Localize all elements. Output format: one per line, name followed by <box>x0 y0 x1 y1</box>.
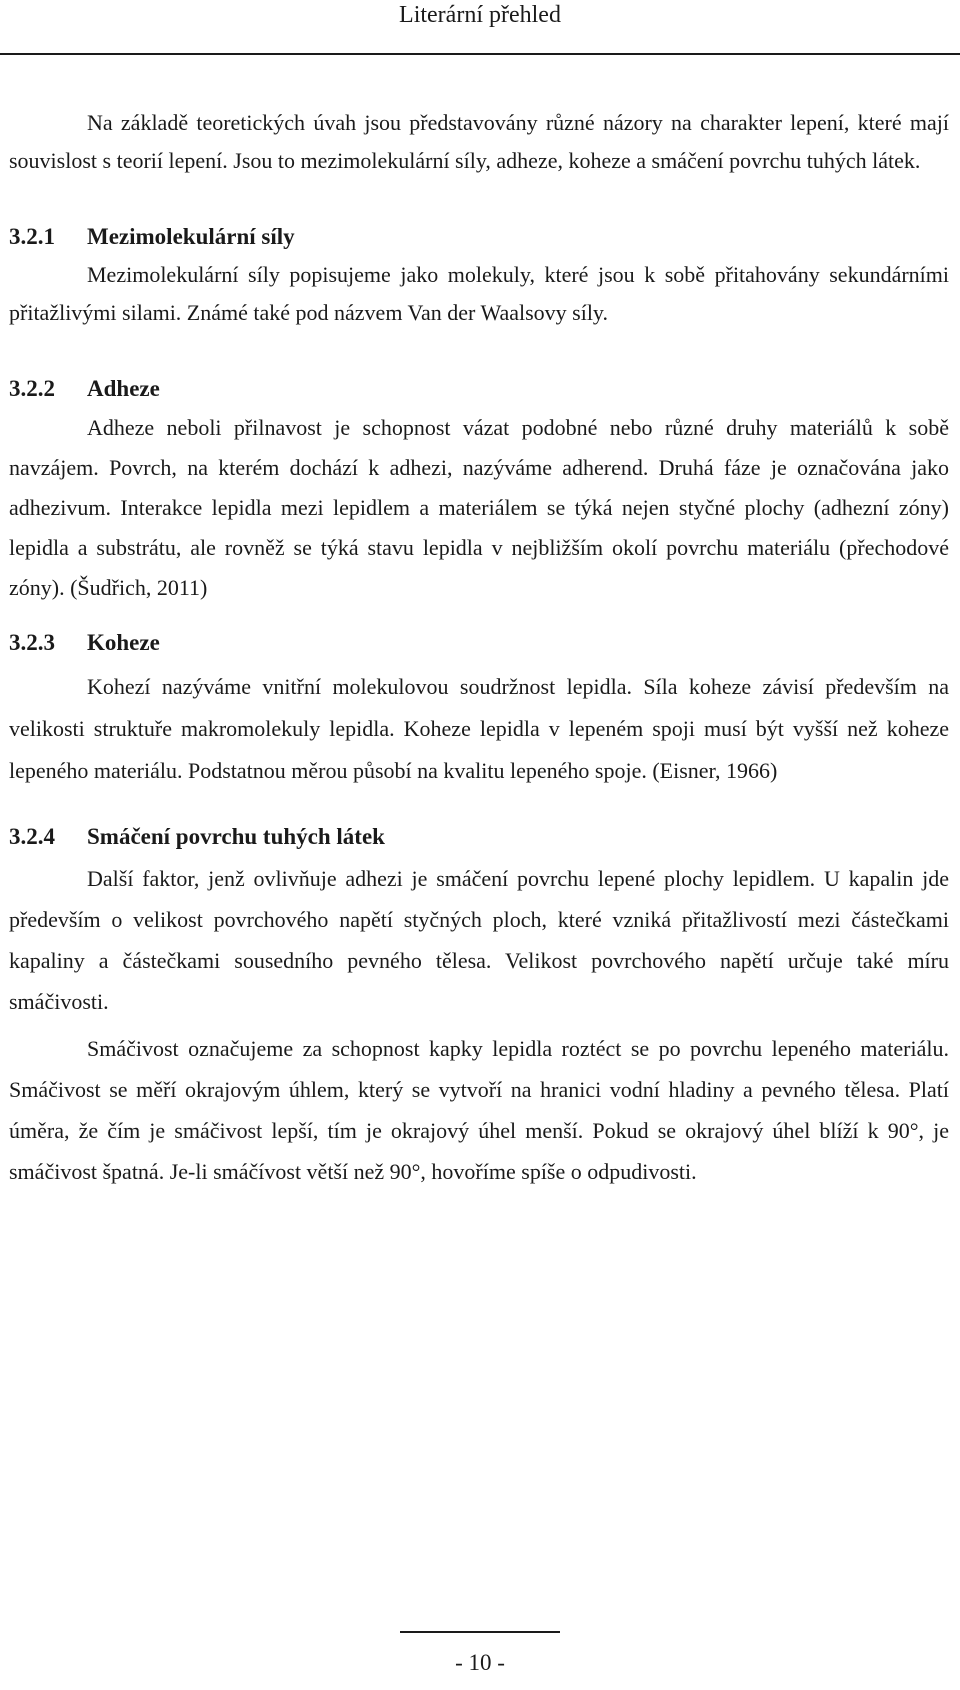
header-divider <box>0 53 960 55</box>
section-title: Koheze <box>87 630 160 655</box>
running-header: Literární přehled <box>399 2 561 28</box>
section-title: Mezimolekulární síly <box>87 224 295 249</box>
footer-divider <box>400 1631 560 1633</box>
section-heading-3-2-2 <box>9 370 949 408</box>
intro-paragraph: Na základě teoretických úvah jsou představovány různé názory na charakter lepení, které mají souvislost s teorií lepení. Jsou to mezimolekulární síly, adheze, koheze a smáčení povrchu tuhých látek. <box>9 110 949 173</box>
paragraph: Smáčivost označujeme za schopnost kapky lepidla roztéct se po povrchu lepeného materiálu. Smáčivost se měří okrajovým úhlem, který se vytvoří na hranici vodní hladiny a pevného tělesa. Platí úměra, že čím je smáčivost lepší, tím je okrajový úhel menší. Pokud se okrajový úhel blíží k 90°, je smáčivost špatná. Je-li smáčívost větší než 90°, hovoříme spíše o odpudivosti. <box>9 1036 949 1184</box>
page-body <box>9 104 949 1192</box>
section-title: Smáčení povrchu tuhých látek <box>87 824 385 849</box>
paragraph: Adheze neboli přilnavost je schopnost vázat podobné nebo různé druhy materiálů k sobě navzájem. Povrch, na kterém dochází k adhezi, nazýváme adherend. Druhá fáze je označována jako adhezivum. Interakce lepidla mezi lepidlem a materiálem se týká nejen styčné plochy (adhezní zóny) lepidla a substrátu, ale rovněž se týká stavu lepidla v nejbližším okolí povrchu materiálu (přechodové zóny). (Šudřich, 2011) <box>9 415 949 600</box>
section-number: 3.2.2 <box>9 376 55 401</box>
section-number: 3.2.4 <box>9 824 55 849</box>
page-number: - 10 - <box>455 1650 505 1675</box>
paragraph: Mezimolekulární síly popisujeme jako molekuly, které jsou k sobě přitahovány sekundárními přitažlivými silami. Známé také pod názvem Van der Waalsovy síly. <box>9 262 949 325</box>
section-number: 3.2.1 <box>9 224 55 249</box>
paragraph: Další faktor, jenž ovlivňuje adhezi je smáčení povrchu lepené plochy lepidlem. U kapalin jde především o velikost povrchového napětí styčných ploch, které vzniká přitažlivostí mezi částečkami kapaliny a částečkami sousedního pevného tělesa. Velikost povrchového napětí určuje také míru smáčivosti. <box>9 866 949 1014</box>
section-title: Adheze <box>87 376 160 401</box>
section-number: 3.2.3 <box>9 630 55 655</box>
section-heading-3-2-4 <box>9 818 949 856</box>
paragraph: Kohezí nazýváme vnitřní molekulovou soudržnost lepidla. Síla koheze závisí především na velikosti struktuře makromolekuly lepidla. Koheze lepidla v lepeném spoji musí být vyšší než koheze lepeného materiálu. Podstatnou měrou působí na kvalitu lepeného spoje. (Eisner, 1966) <box>9 674 949 783</box>
section-heading-3-2-3 <box>9 624 949 662</box>
section-heading-3-2-1 <box>9 218 949 256</box>
